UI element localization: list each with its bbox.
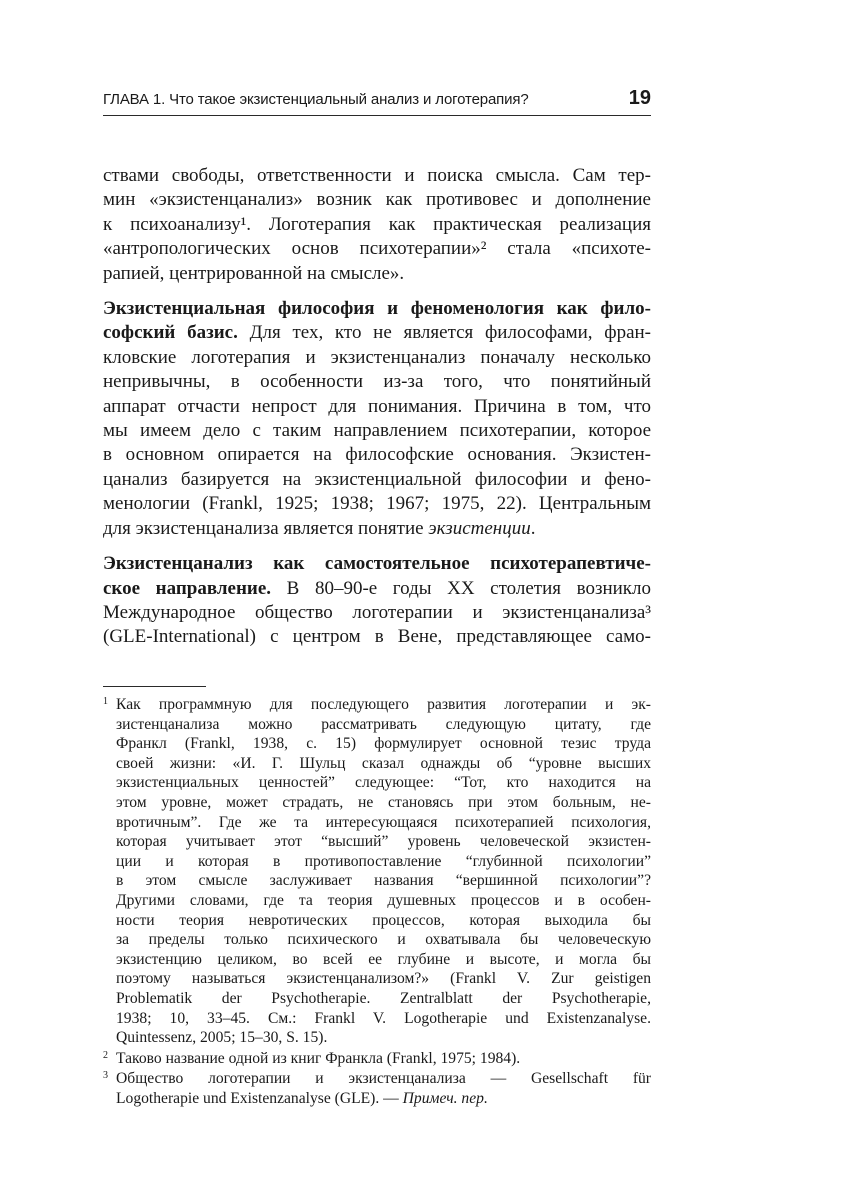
footnote-3 xyxy=(103,1069,651,1108)
text-line: к психоанализу¹. Логотерапия как практическая реализация xyxy=(103,213,651,235)
text-line: кловские логотерапия и экзистенцанализ поначалу несколько xyxy=(103,346,651,368)
body-text xyxy=(103,164,651,661)
paragraph-2 xyxy=(103,297,651,541)
footnote-line: этом уровне, может страдать, не становясь при этом больным, не- xyxy=(116,793,651,811)
footnote-line: которая учитывает этот “высший” уровень человеческой экзистен- xyxy=(116,833,651,851)
text-run: для экзистенцанализа является понятие xyxy=(103,517,424,539)
text-line: Международное общество логотерапии и экзистенцанализа³ xyxy=(103,601,651,623)
footnote-line: Таково название одной из книг Франкла (Frankl, 1975; 1984). xyxy=(116,1049,521,1067)
paragraph-heading: Экзистенцанализ как самостоятельное психотерапевтиче- xyxy=(103,553,651,575)
footnote-line: Как программную для последующего развития логотерапии и эк- xyxy=(116,696,651,713)
footnote-divider xyxy=(103,686,206,687)
footnote-line: вротичным”. Где же та интересующаяся психотерапией психология, xyxy=(116,813,651,831)
footnote-line: за пределы только психического и охватывала бы человеческую xyxy=(116,931,651,949)
text-line: мин «экзистенцанализ» возник как противовес и дополнение xyxy=(103,189,651,211)
footnote-line: ции и которая в противопоставление “глубинной психологии” xyxy=(116,852,651,870)
footnote-line: Другими словами, где та теория душевных процессов и в особен- xyxy=(116,891,651,909)
footnote-marker: 2 xyxy=(103,1049,108,1061)
page-number: 19 xyxy=(628,87,651,109)
text-line: рапией, центрированной на смысле». xyxy=(103,262,405,284)
text-line xyxy=(103,321,651,345)
footnote-line: в этом смысле заслуживает названия “вершинной психологии”? xyxy=(116,872,651,890)
footnote-line: поэтому называться экзистенцанализом?» (Frankl V. Zur geistigen xyxy=(116,970,651,988)
text-line xyxy=(103,517,651,541)
footnote-line: ности теория невротических процессов, которая выходила бы xyxy=(116,911,651,929)
paragraph-heading: ское направление. xyxy=(103,577,272,599)
footnote-line: Франкл (Frankl, 1938, с. 15) формулирует основной тезис труда xyxy=(116,735,651,753)
footnote-line: Quintessenz, 2005; 15–30, S. 15). xyxy=(116,1029,328,1047)
footnote-line: своей жизни: «И. Г. Шульц сказал однажды об “уровне высших xyxy=(116,754,651,772)
footnote-line: Общество логотерапии и экзистенцанализа — Gesellschaft für xyxy=(116,1070,651,1088)
running-head xyxy=(103,89,651,116)
footnote-line: экзистенциальных ценностей” следующее: “Тот, кто находится на xyxy=(116,774,651,792)
text-line: аппарат отчасти непрост для понимания. Причина в том, что xyxy=(103,395,651,417)
paragraph-1 xyxy=(103,164,651,286)
text-line: менологии (Frankl, 1925; 1938; 1967; 1975, 22). Центральным xyxy=(103,493,651,515)
paragraph-heading: софский базис. xyxy=(103,322,238,344)
text-run: Logotherapie und Existenzanalyse (GLE). — xyxy=(116,1089,399,1107)
text-line: «антропологических основ психотерапии»² стала «психоте- xyxy=(103,238,651,260)
footnotes xyxy=(103,695,651,1109)
text-run: В 80–90-е годы XX столетия возникло xyxy=(286,577,651,599)
footnote-line xyxy=(116,1089,651,1109)
translator-note: Примеч. пер. xyxy=(402,1089,488,1107)
footnote-line: экзистенцию целиком, во всей ее глубине и высоте, и могла бы xyxy=(116,950,651,968)
paragraph-heading: Экзистенциальная философия и феноменология как фило- xyxy=(103,298,651,320)
footnote-line: 1938; 10, 33–45. См.: Frankl V. Logotherapie und Existenzanalyse. xyxy=(116,1009,651,1027)
footnote-1 xyxy=(103,695,651,1048)
text-line: мы имеем дело с таким направлением психотерапии, которое xyxy=(103,420,651,442)
text-line: цанализ базируется на экзистенциальной философии и фено- xyxy=(103,468,651,490)
text-run: Для тех, кто не является философами, фран- xyxy=(249,322,652,344)
emphasis-term: экзистенции xyxy=(428,517,531,539)
footnote-marker: 1 xyxy=(103,696,108,707)
text-line: в основном опирается на философские основания. Экзистен- xyxy=(103,444,651,466)
footnote-line: зистенцанализа можно рассматривать следующую цитату, где xyxy=(116,715,651,733)
text-line xyxy=(103,577,651,601)
footnote-2 xyxy=(103,1049,651,1069)
text-line: непривычны, в особенности из-за того, что понятийный xyxy=(103,371,651,393)
footnote-line: Problematik der Psychotherapie. Zentralblatt der Psychotherapie, xyxy=(116,989,651,1007)
text-line: (GLE-International) с центром в Вене, представляющее само- xyxy=(103,626,651,648)
footnote-marker: 3 xyxy=(103,1070,108,1082)
paragraph-3 xyxy=(103,552,651,650)
text-run: . xyxy=(530,517,536,539)
text-line: ствами свободы, ответственности и поиска смысла. Сам тер- xyxy=(103,165,651,186)
chapter-title: ГЛАВА 1. Что такое экзистенциальный анализ и логотерапия? xyxy=(103,91,529,108)
